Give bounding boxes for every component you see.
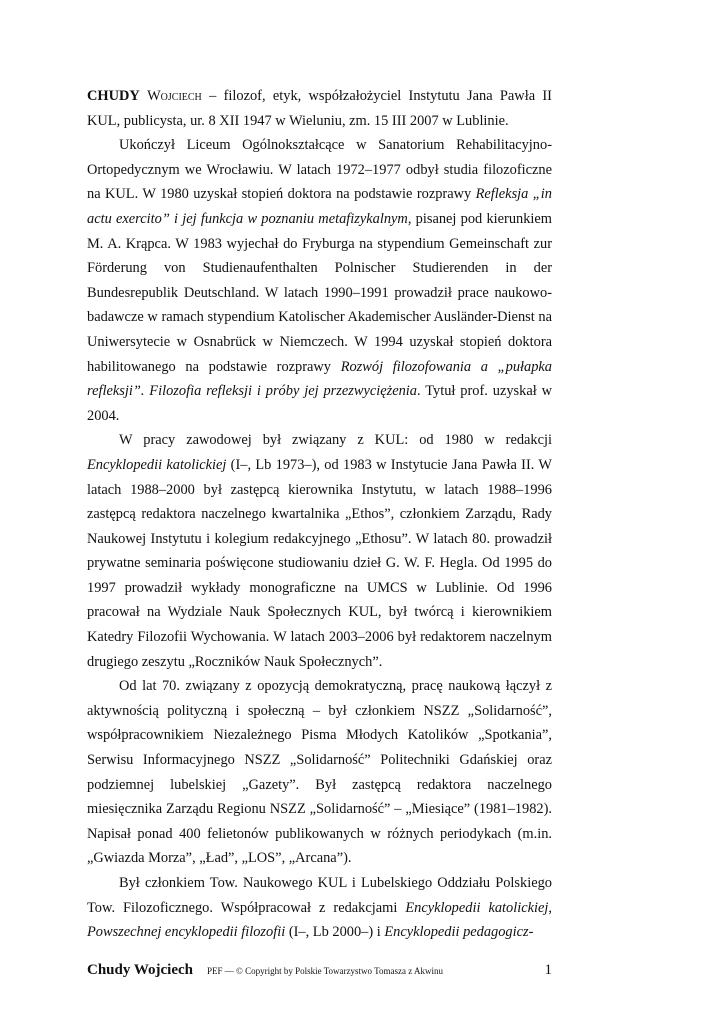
text-run: , bbox=[548, 899, 552, 916]
text-run: Ukończył Liceum Ogólnokształcące w Sanatorium Rehabilitacyjno-Ortopedycznym we Wrocławiu. W latach 1972–1977 odbył studia filozoficzne na KUL. W 1980 uzyskał stopień doktora na podstawie rozprawy bbox=[87, 137, 552, 203]
page-footer bbox=[87, 962, 552, 984]
work-title: Powszechnej encyklopedii filozofii bbox=[87, 924, 286, 941]
opposition-paragraph: Od lat 70. związany z opozycją demokratyczną, pracę naukową łączył z aktywnością polityczną i społeczną – był członkiem NSZZ „Solidarność”, współpracownikiem Niezależnego Pisma Młodych Katolików „Spotkania”, Serwisu Informacyjnego NSZZ „Solidarność” Politechniki Gdańskiej oraz podziemnej lubelskiej „Gazety”. Był zastępcą redaktora naczelnego miesięcznika Zarządu Regionu NSZZ „Solidarność” – „Miesiące” (1981–1982). Napisał ponad 400 felietonów publikowanych w różnych periodykach (m.in. „Gwiazda Morza”, „Ład”, „LOS”, „Arcana”). bbox=[87, 678, 552, 867]
work-title: Encyklopedii katolickiej bbox=[405, 899, 549, 916]
work-title: Encyklopedii pedagogicz- bbox=[384, 924, 534, 941]
text-run: (I–, Lb 2000–) i bbox=[285, 924, 385, 941]
career-paragraph bbox=[87, 428, 552, 674]
footer-entry-name: Chudy Wojciech bbox=[87, 962, 193, 978]
membership-paragraph bbox=[87, 871, 552, 945]
page-number: 1 bbox=[544, 962, 552, 978]
work-title: Encyklopedii katolickiej bbox=[87, 456, 227, 473]
text-run: W pracy zawodowej był związany z KUL: od 1980 w redakcji bbox=[119, 432, 552, 449]
footer-copyright: PEF — © Copyright by Polskie Towarzystwo Tomasza z Akwinu bbox=[207, 966, 443, 976]
entry-intro: – filozof, etyk, współzałożyciel Instytutu Jana Pawła II KUL, publicysta, ur. 8 XII 1947 w Wieluniu, zm. 15 III 2007 w Lublinie. bbox=[87, 88, 552, 129]
education-paragraph bbox=[87, 133, 552, 428]
entry-surname: CHUDY bbox=[87, 88, 140, 104]
text-run: . Tytuł prof. uzyskał w 2004. bbox=[87, 383, 552, 424]
entry-heading-paragraph bbox=[87, 84, 552, 133]
dissertation-title: Refleksja „in actu exercito” i jej funkcja w poznaniu metafizykalnym bbox=[87, 186, 552, 227]
article-body bbox=[87, 84, 552, 945]
entry-given-name: Wojciech bbox=[147, 88, 202, 104]
text-run: Był członkiem Tow. Naukowego KUL i Lubelskiego Oddziału Polskiego Tow. Filozoficznego. Współpracował z redakcjami bbox=[87, 875, 552, 916]
habilitation-title: Rozwój filozofowania a „pułapka refleksji”. Filozofia refleksji i próby jej przezwyciężenia bbox=[87, 358, 553, 400]
text-run: , pisanej pod kierunkiem M. A. Krąpca. W 1983 wyjechał do Fryburga na stypendium Gemeinschaft zur Förderung von Studienaufenthalten Polnischer Studierenden in der Bundesrepublik Deutschland. W latach 1990–1991 prowadził prace naukowo-badawcze w ramach stypendium Katolischer Akademischer Ausländer-Dienst na Uniwersytecie w Osnabrück w Niemczech. W 1994 uzyskał stopień doktora habilitowanego na podstawie rozprawy bbox=[87, 210, 553, 375]
text-run: (I–, Lb 1973–), od 1983 w Instytucie Jana Pawła II. W latach 1988–2000 był zastępcą kierownika Instytutu, w latach 1988–1996 zastępcą redaktora naczelnego kwartalnika „Ethos”, członkiem Zarządu, Rady Naukowej Instytutu i kolegium redakcyjnego „Ethosu”. W latach 80. prowadził prywatne seminaria poświęcone studiowaniu dzieł G. W. F. Hegla. Od 1995 do 1997 prowadził wykłady monograficzne na UMCS w Lublinie. Od 1996 pracował na Wydziale Nauk Społecznych KUL, był twórcą i kierownikiem Katedry Filozofii Wychowania. W latach 2003–2006 był redaktorem naczelnym drugiego zeszytu „Roczników Nauk Społecznych”. bbox=[87, 456, 552, 670]
